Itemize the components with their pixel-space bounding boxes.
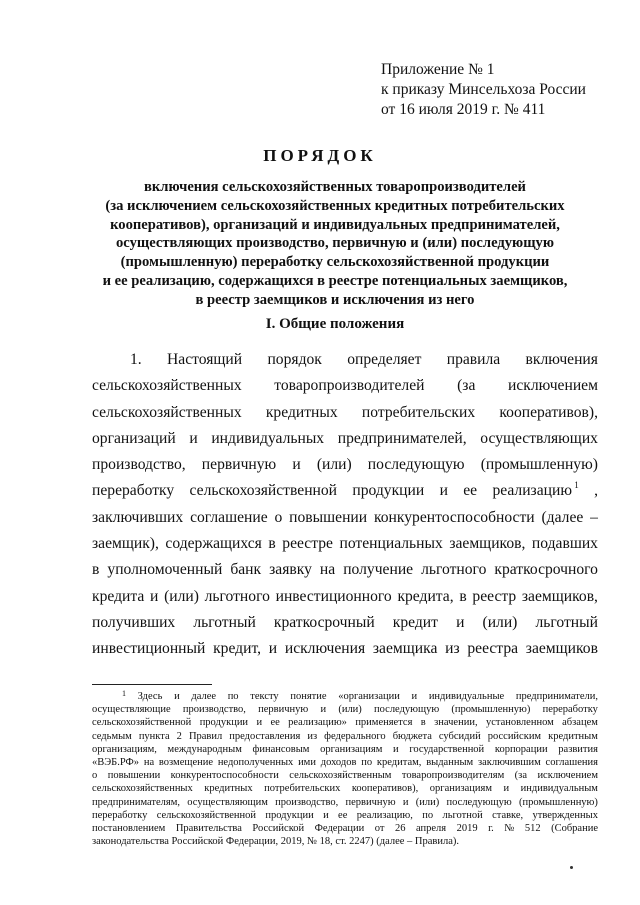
trailing-comma: ,: [594, 482, 598, 500]
word: от: [374, 823, 385, 835]
paragraph-line: [92, 426, 598, 452]
word: продукции: [199, 717, 249, 729]
word: и: [323, 809, 329, 821]
word: уполномоченный: [107, 561, 223, 579]
word: кредитам,: [376, 757, 422, 769]
word: и: [268, 640, 278, 658]
subtitle-line: включения сельскохозяйственных товаропроизводителей: [144, 179, 526, 195]
word: 2: [176, 730, 182, 742]
footnote-mark: 1: [122, 689, 126, 698]
word: реестра: [467, 640, 519, 658]
word: заемщиков: [525, 640, 598, 658]
subtitle-line: (за исключением сельскохозяйственных кредитных потребительских: [105, 197, 565, 214]
word: Российской: [252, 823, 305, 835]
document-title: ПОРЯДОК: [263, 146, 377, 165]
footnote-line: [92, 835, 598, 848]
word: (промышленную): [480, 456, 598, 474]
word: по: [422, 809, 434, 821]
word: применяется: [355, 717, 413, 729]
appendix-order-date: от 16 июля 2019 г. № 411: [381, 101, 546, 118]
word: по: [227, 691, 239, 702]
word: установленном: [485, 717, 554, 729]
word: в: [420, 717, 426, 729]
word: продукции: [265, 809, 314, 821]
word: льготный: [535, 613, 598, 631]
word: соглашения: [545, 757, 598, 769]
word: повышении: [289, 508, 368, 526]
word: инвестиционного: [275, 587, 392, 605]
footnote-separator: [92, 684, 212, 685]
word: продукции: [352, 482, 425, 500]
word: седьмым: [92, 730, 132, 742]
paragraph-line: [92, 636, 598, 662]
word: реализацию,: [356, 809, 413, 821]
word: сельскохозяйственных: [92, 403, 242, 421]
footnote-line: [92, 822, 598, 835]
word: тексту: [250, 691, 279, 702]
subtitle-line: в реестр заемщиков и исключения из него: [195, 291, 475, 308]
word: товаропроизводителей: [274, 377, 425, 395]
word: (или): [482, 613, 518, 631]
word: льготного: [421, 561, 487, 579]
word: возмещение: [158, 757, 214, 769]
word: российским: [487, 730, 542, 742]
word: последующую: [367, 456, 465, 474]
word: и: [256, 717, 263, 729]
word: бюджета: [392, 730, 432, 742]
paragraph-1: [92, 347, 598, 663]
word: осуществляющим: [187, 796, 268, 808]
word: в: [92, 561, 100, 579]
word: исключением: [537, 770, 598, 782]
word: последующую: [374, 704, 440, 716]
footnote-line: [92, 703, 598, 716]
word: №: [504, 823, 515, 835]
word: сельскохозяйственным: [289, 770, 392, 782]
word: (промышленную): [518, 796, 598, 808]
word: правила: [446, 351, 501, 368]
word: кредита,: [397, 587, 454, 605]
subtitle-line: (промышленную) переработку сельскохозяйственной продукции: [120, 254, 550, 271]
word: (или): [164, 587, 199, 605]
word: ими: [298, 757, 316, 769]
paragraph-line: [92, 557, 598, 583]
word: конкурентоспособности: [170, 770, 279, 782]
word: исключения: [284, 640, 366, 658]
word: и: [402, 796, 409, 808]
word: организациям: [429, 783, 492, 795]
word: Здесь: [137, 691, 163, 702]
word: краткосрочного: [494, 561, 598, 579]
word: из: [445, 640, 460, 658]
word: 26: [394, 823, 406, 835]
word: –: [590, 508, 598, 526]
word: Настоящий: [167, 351, 243, 368]
word: производство,: [275, 796, 339, 808]
appendix-number: Приложение № 1: [381, 61, 495, 78]
word: кредит: [392, 613, 438, 631]
word: и: [503, 783, 510, 795]
word: исключением: [508, 377, 598, 395]
word: (Собрание: [551, 823, 598, 835]
word: осуществляющие: [92, 704, 171, 716]
paragraph-line: [92, 373, 598, 399]
word: содержащихся: [165, 535, 262, 553]
footnote-line: [92, 756, 598, 769]
word: Федерации: [314, 823, 365, 835]
word: финансовым: [252, 743, 310, 755]
word: льготного: [204, 587, 270, 605]
word: организациям,: [92, 743, 157, 755]
footnote-reference[interactable]: 1: [571, 480, 579, 491]
word: и: [174, 691, 180, 702]
paragraph-line: [92, 531, 598, 557]
word: ее: [338, 809, 348, 821]
word: реестр: [472, 587, 517, 605]
word: абзацем: [562, 717, 598, 729]
word: 2019: [456, 823, 478, 835]
word: кредитным: [548, 730, 598, 742]
footnote-line: [92, 809, 598, 822]
word: реализацию $^1$: [492, 480, 579, 500]
word: ее: [270, 717, 280, 729]
word: и: [320, 704, 327, 716]
footnote-line: [92, 769, 598, 782]
word: кооперативов),: [499, 403, 598, 421]
word: порядок: [267, 351, 322, 368]
word: на: [143, 757, 155, 769]
word: (далее: [541, 508, 584, 526]
word: из: [307, 730, 318, 742]
footnote-line: [92, 690, 598, 703]
word: (или): [338, 704, 362, 716]
word: и: [393, 743, 399, 755]
word: сельскохозяйственных: [92, 377, 242, 395]
word: субсидий: [438, 730, 481, 742]
word: льготной: [442, 809, 483, 821]
word: заемщик),: [92, 535, 159, 553]
word: и: [411, 691, 418, 702]
word: включения: [525, 351, 598, 368]
word: (за: [514, 770, 527, 782]
word: инвестиционный: [92, 640, 206, 658]
word: производство,: [92, 456, 186, 474]
word: товаропроизводителям: [401, 770, 505, 782]
word: кредит,: [213, 640, 262, 658]
word: ее: [463, 482, 478, 500]
word: сельскохозяйственной: [189, 482, 338, 500]
footnote-line: [92, 743, 598, 756]
paragraph-line: [92, 478, 598, 504]
word: апреля: [415, 823, 447, 835]
footnote-line: [92, 782, 598, 795]
word: федерального: [324, 730, 386, 742]
word: определяет: [347, 351, 422, 368]
document-subtitle: [80, 178, 590, 310]
word: повышении: [107, 770, 161, 782]
word: постановлением: [92, 823, 166, 835]
word: конкурентоспособности: [373, 508, 535, 526]
word: переработку: [92, 809, 148, 821]
scan-speck: [570, 866, 573, 869]
word: «организации: [338, 691, 400, 702]
word: понятие: [290, 691, 327, 702]
word: краткосрочный: [273, 613, 375, 631]
word: организациям: [320, 743, 383, 755]
word: в: [459, 587, 467, 605]
word: кредитных: [265, 403, 338, 421]
word: сельскохозяйственной: [92, 717, 192, 729]
word: предоставления: [229, 730, 301, 742]
word: корпорации: [494, 743, 548, 755]
word: заемщиков,: [449, 535, 526, 553]
word: на: [319, 561, 336, 579]
word: «ВЭБ.РФ»: [92, 757, 140, 769]
word: кредитных: [204, 783, 253, 795]
word: и: [150, 587, 159, 605]
word: соглашение: [190, 508, 268, 526]
word: заемщиков,: [521, 587, 598, 605]
word: осуществляющих: [480, 429, 598, 447]
word: индивидуальные: [428, 691, 505, 702]
word: индивидуальным: [520, 783, 598, 795]
word: получивших: [92, 613, 176, 631]
word: заявку: [269, 561, 312, 579]
word: и: [292, 456, 301, 474]
word: потребительских: [264, 783, 341, 795]
subtitle-line: кооперативов), организаций и индивидуальных предпринимателей,: [110, 216, 560, 233]
appendix-order-ref: к приказу Минсельхоза России: [381, 81, 586, 98]
word: индивидуальных: [211, 429, 325, 447]
paragraph-line: [92, 505, 598, 531]
word: заключивших: [92, 508, 184, 526]
footnote-line: [92, 730, 598, 743]
word: значении,: [434, 717, 478, 729]
word: получение: [343, 561, 414, 579]
appendix-header: [381, 60, 621, 120]
word: потенциальных: [339, 535, 443, 553]
word: (или): [415, 796, 440, 808]
word: реестре: [282, 535, 333, 553]
word: организаций: [92, 429, 176, 447]
word: и: [189, 429, 198, 447]
word: о: [274, 508, 283, 526]
word: Правил: [188, 730, 223, 742]
subtitle-line: осуществляющих производство, первичную и (или) последующую: [116, 235, 554, 252]
word: выданным: [426, 757, 474, 769]
paragraph-line: [92, 610, 598, 636]
footnote: [92, 690, 598, 848]
paragraph-line: [92, 347, 598, 373]
word: предприниматели,: [515, 691, 598, 702]
word: 1.: [130, 351, 142, 368]
word: первичную: [345, 796, 396, 808]
word: (или): [316, 456, 352, 474]
paragraph-line: [92, 400, 598, 426]
word: о: [92, 770, 98, 782]
word: первичную: [258, 704, 309, 716]
word: законодательства Российской Федерации, 2019, № 18, ст. 2247) (далее – Правила).: [92, 836, 459, 848]
word: производство,: [182, 704, 246, 716]
word: банк: [230, 561, 262, 579]
word: государственной: [409, 743, 485, 755]
word: утвержденных: [532, 809, 598, 821]
word: по: [361, 757, 373, 769]
word: 512: [524, 823, 541, 835]
word: международным: [167, 743, 242, 755]
word: ставке,: [492, 809, 524, 821]
word: (за: [457, 377, 476, 395]
subtitle-line: и ее реализацию, содержащихся в реестре потенциальных заемщиков,: [102, 272, 568, 289]
word: и: [456, 613, 465, 631]
word: заемщика: [372, 640, 438, 658]
word: пункта: [138, 730, 170, 742]
word: последующую: [446, 796, 512, 808]
footnote-line: [92, 716, 598, 729]
word: сельскохозяйственных: [92, 783, 193, 795]
word: кредита: [92, 587, 145, 605]
word: Правительства: [175, 823, 242, 835]
word: переработку: [92, 482, 175, 500]
word: реализацию»: [288, 717, 347, 729]
word: (промышленную): [451, 704, 531, 716]
word: потребительских: [361, 403, 476, 421]
word: в: [268, 535, 276, 553]
word: подавших: [531, 535, 598, 553]
word: предпринимателей,: [337, 429, 467, 447]
word: недополученных: [217, 757, 294, 769]
word: первичную: [201, 456, 277, 474]
word: и: [439, 482, 448, 500]
word: переработку: [542, 704, 598, 716]
word: развития: [558, 743, 598, 755]
word: г.: [488, 823, 494, 835]
word: доходов: [320, 757, 357, 769]
word: заключившим: [477, 757, 541, 769]
word: сельскохозяйственной: [156, 809, 257, 821]
word: предпринимателям,: [92, 796, 181, 808]
section-heading: I. Общие положения: [265, 316, 405, 332]
word: кооперативов),: [351, 783, 419, 795]
paragraph-line: [92, 584, 598, 610]
word: далее: [191, 691, 217, 702]
paragraph-line: [92, 452, 598, 478]
word: льготный: [193, 613, 256, 631]
footnote-line: [92, 796, 598, 809]
